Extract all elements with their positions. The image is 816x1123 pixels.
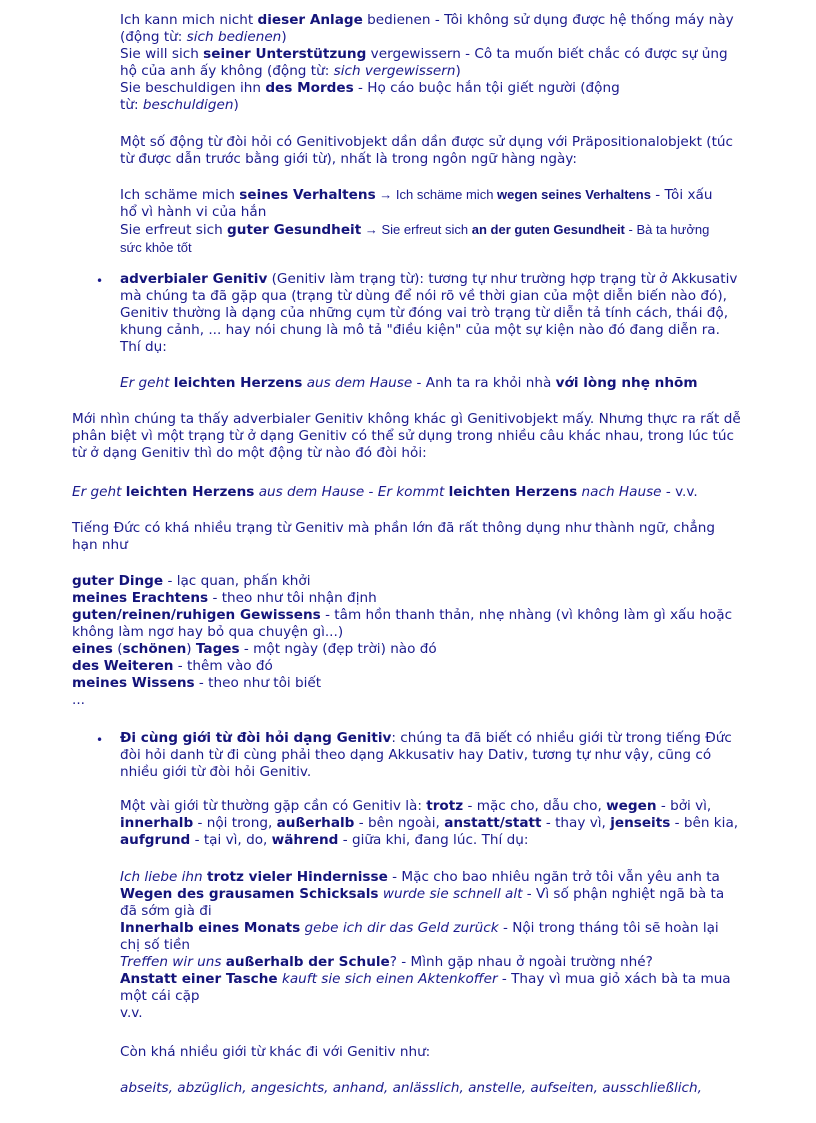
example-line: (động từ: sich bedienen): [120, 29, 287, 45]
preposition-genitiv-section: Đi cùng giới từ đòi hỏi dạng Genitiv: chúng ta đã biết có nhiều giới từ trong tiếng Đức đòi hỏi danh từ đi cùng phải theo dạng Akkusativ hay Dativ, tương tự như vậy, cũng có nhiều giới từ đòi hỏi Genitiv.: [120, 730, 732, 780]
example-line: Sie will sich seiner Unterstützung vergewissern - Cô ta muốn biết chắc có được sự ủng: [120, 46, 728, 62]
adverb-intro-paragraph: Tiếng Đức có khá nhiều trạng từ Genitiv mà phần lớn đã rất thông dụng như thành ngữ, chẳng hạn như: [72, 520, 716, 553]
example-line: hộ của anh ấy không (động từ: sich vergewissern): [120, 63, 461, 79]
adverbialer-example: Er geht leichten Herzens aus dem Hause - Anh ta ra khỏi nhà với lòng nhẹ nhõm: [120, 375, 698, 391]
example-line: v.v.: [120, 1005, 143, 1021]
example-line: Wegen des grausamen Schicksals wurde sie schnell alt - Vì số phận nghiệt ngã bà ta đã sớm già đi: [120, 886, 725, 919]
list-ellipsis: ...: [72, 692, 85, 708]
example-line: Sie erfreut sich guter Gesundheit → Sie erfreut sich an der guten Gesundheit - Bà ta hưởng: [120, 222, 710, 238]
genitive-adverb-list: [72, 573, 742, 709]
more-prepositions-list: abseits, abzüglich, angesichts, anhand, anlässlich, anstelle, aufseiten, ausschließlich,: [120, 1080, 702, 1096]
example-line: từ: beschuldigen): [120, 97, 239, 113]
praepositionalobjekt-note: Một số động từ đòi hỏi có Genitivobjekt dần dần được sử dụng với Präpositionalobjekt (túc từ được dẫn trước bằng giới từ), nhất là trong ngôn ngữ hàng ngày:: [120, 134, 734, 167]
comparison-paragraph: Mới nhìn chúng ta thấy adverbialer Genitiv không khác gì Genitivobjekt mấy. Nhưng thực ra rất dễ phân biệt vì một trạng từ ở dạng Genitiv có thể sử dụng trong nhiều câu khác nhau, trong lúc túc từ ở dạng Genitiv thì do một động từ nào đó đòi hỏi:: [72, 411, 741, 461]
list-item: eines (schönen) Tages - một ngày (đẹp trời) nào đó: [72, 641, 437, 657]
list-item: guten/reinen/ruhigen Gewissens - tâm hồn thanh thản, nhẹ nhàng (vì không làm gì xấu hoặc không làm ngơ hay bỏ qua chuyện gì...): [72, 607, 733, 640]
example-line: hổ vì hành vi của hắn: [120, 204, 267, 220]
example-line: Sie beschuldigen ihn des Mordes - Họ cáo buộc hắn tội giết người (động: [120, 80, 620, 96]
list-item: meines Erachtens - theo như tôi nhận định: [72, 590, 377, 606]
example-line: Ich liebe ihn trotz vieler Hindernisse - Mặc cho bao nhiêu ngăn trở tôi vẫn yêu anh ta: [120, 869, 720, 885]
more-prepositions-intro: Còn khá nhiều giới từ khác đi với Genitiv như:: [120, 1044, 431, 1060]
list-item: guter Dinge - lạc quan, phấn khởi: [72, 573, 311, 589]
bullet-marker: •: [96, 733, 104, 747]
preposition-examples: [120, 869, 740, 1022]
example-line: sức khỏe tốt: [120, 240, 192, 255]
list-item: meines Wissens - theo như tôi biết: [72, 675, 322, 691]
example-line: Treffen wir uns außerhalb der Schule? - Mình gặp nhau ở ngoài trường nhé?: [120, 954, 653, 970]
example-line: Ich schäme mich seines Verhaltens → Ich schäme mich wegen seines Verhaltens - Tôi xấu: [120, 187, 713, 203]
list-item: des Weiteren - thêm vào đó: [72, 658, 273, 674]
bullet-marker: •: [96, 274, 104, 288]
example-line: Ich kann mich nicht dieser Anlage bedienen - Tôi không sử dụng được hệ thống máy này: [120, 12, 734, 28]
comparison-example: Er geht leichten Herzens aus dem Hause - Er kommt leichten Herzens nach Hause - v.v.: [72, 484, 698, 500]
praepositional-examples: [120, 186, 740, 256]
preposition-list-paragraph: Một vài giới từ thường gặp cần có Genitiv là: trotz - mặc cho, dẫu cho, wegen - bởi vì, innerhalb - nội trong, außerhalb - bên ngoài, anstatt/statt - thay vì, jenseits - bên kia, aufgrund - tại vì, do, während - giữa khi, đang lúc. Thí dụ:: [120, 798, 739, 848]
adverbialer-genitiv-section: adverbialer Genitiv (Genitiv làm trạng từ): tương tự như trường hợp trạng từ ở Akkusativ mà chúng ta đã gặp qua (trạng từ dùng để nói rõ về thời gian của một diễn biến nào đó), Genitiv thường là dạng của những cụm từ đóng vai trò trạng từ diễn tả tính cách, thái độ, khung cảnh, ... hay nói chung là mô tả "điều kiện" của một sự kiện nào đó đang diễn ra. Thí dụ:: [120, 271, 738, 355]
example-line: Innerhalb eines Monats gebe ich dir das Geld zurück - Nội trong tháng tôi sẽ hoàn lại chị số tiền: [120, 920, 719, 953]
example-line: Anstatt einer Tasche kauft sie sich einen Aktenkoffer - Thay vì mua giỏ xách bà ta mua một cái cặp: [120, 971, 731, 1004]
genitivobjekt-examples: [120, 12, 740, 114]
